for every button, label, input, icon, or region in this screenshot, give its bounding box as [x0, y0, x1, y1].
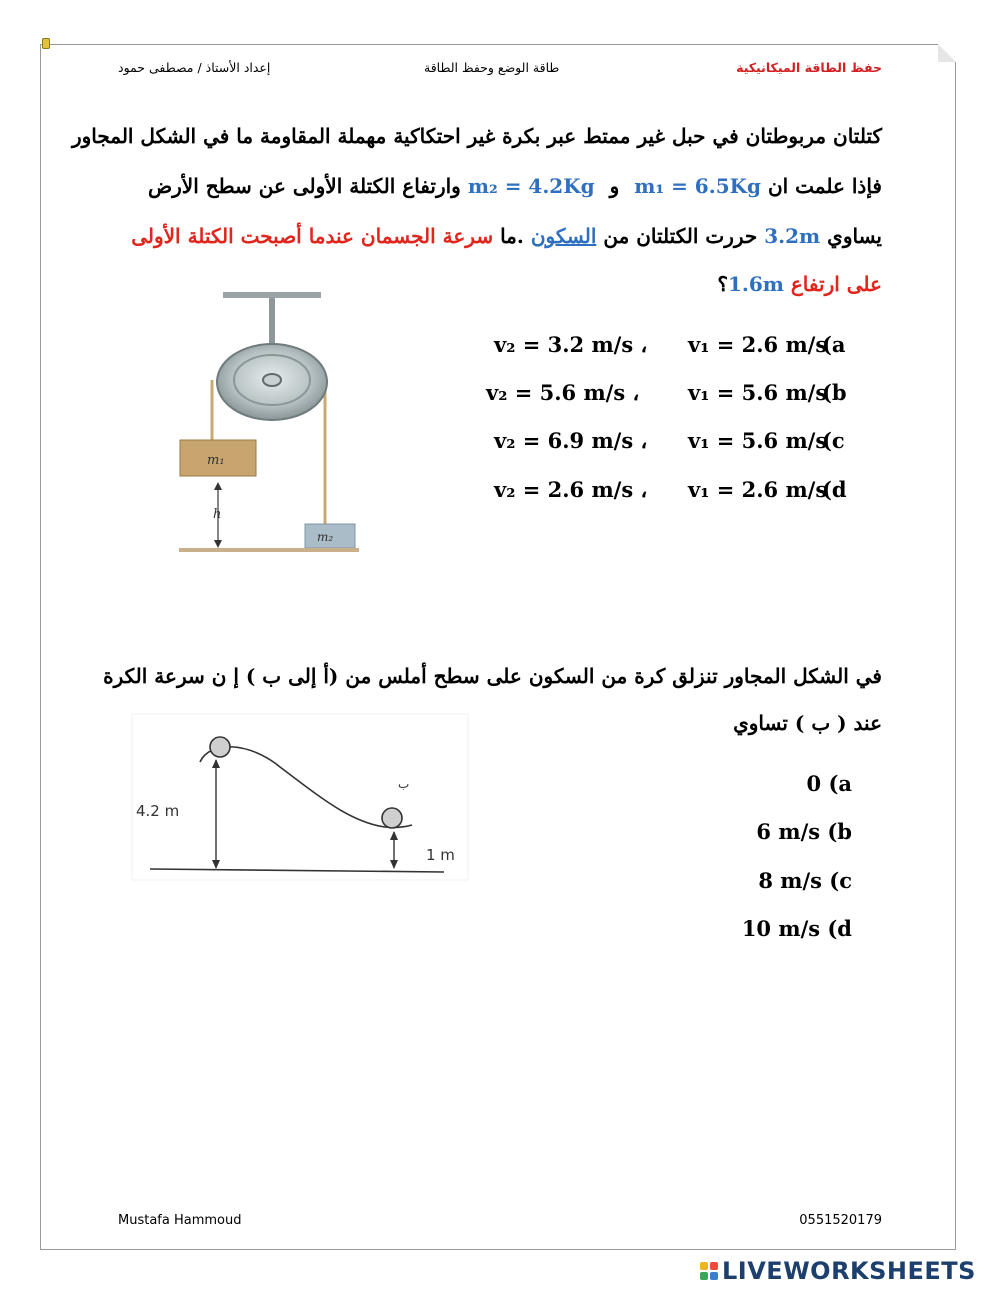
mass-m1: m₁ = 6.5Kg	[634, 174, 761, 198]
q2-line1: في الشكل المجاور تنزلق كرة من السكون على سطح أملس من (أ إلى ب ) إ ن سرعة الكرة	[103, 664, 882, 688]
ramp-diagram	[130, 712, 470, 882]
footer-author: Mustafa Hammoud	[118, 1213, 242, 1228]
pulley-diagram	[175, 288, 365, 558]
logo-grid-icon	[700, 1262, 718, 1280]
q2-option-b[interactable]: 6 m/s (b	[756, 819, 852, 844]
ceiling-bar	[223, 292, 321, 298]
mass-m2: m₂ = 4.2Kg	[467, 174, 595, 198]
ground-line	[179, 548, 359, 552]
h1-label: 4.2 m	[136, 802, 180, 820]
h-arrow-up	[214, 482, 222, 490]
q2-option-d[interactable]: 10 m/s (d	[741, 916, 852, 941]
q1-question-red: سرعة الجسمان عندما أصبحت الكتلة الأولى	[131, 224, 494, 248]
m2-label: m₂	[317, 530, 334, 544]
initial-height: 3.2m	[764, 224, 821, 248]
q2-option-a[interactable]: 0 (a	[806, 771, 852, 796]
header-author: إعداد الأستاذ / مصطفى حمود	[118, 60, 271, 75]
h-label: h	[213, 507, 222, 522]
ball-b	[382, 808, 402, 828]
q1-line2: فإذا علمت ان m₁ = 6.5Kg و m₂ = 4.2Kg وارتفاع الكتلة الأولى عن سطح الأرض	[147, 174, 882, 198]
point-b-label: ب	[398, 777, 410, 791]
q2-option-c[interactable]: 8 m/s (c	[758, 868, 852, 893]
h2-label: 1 m	[426, 846, 455, 864]
q1-line1: كتلتان مربوطتان في حبل غير ممتط عبر بكرة غير احتكاكية مهملة المقاومة ما في الشكل المجاور	[71, 124, 882, 148]
header-topic: حفظ الطاقة الميكانيكية	[736, 60, 882, 75]
ball-a	[210, 737, 230, 757]
header-lesson: طاقة الوضع وحفظ الطاقة	[424, 60, 560, 75]
q2-line2: عند ( ب ) تساوي	[733, 711, 882, 735]
m1-label: m₁	[207, 453, 225, 468]
q1-line3: يساوي 3.2m حررت الكتلتان من السكون .ما سرعة الجسمان عندما أصبحت الكتلة الأولى	[131, 224, 882, 248]
page-corner-fold	[938, 44, 956, 62]
corner-pin-icon	[42, 38, 50, 49]
q1-line4: على ارتفاع 1.6m؟	[717, 272, 882, 296]
liveworksheets-logo[interactable]: LIVEWORKSHEETS	[700, 1258, 976, 1284]
final-height: 1.6m	[727, 272, 784, 296]
h-arrow-down	[214, 540, 222, 548]
rest-word: السكون	[530, 224, 597, 248]
footer-phone: 0551520179	[799, 1213, 882, 1228]
